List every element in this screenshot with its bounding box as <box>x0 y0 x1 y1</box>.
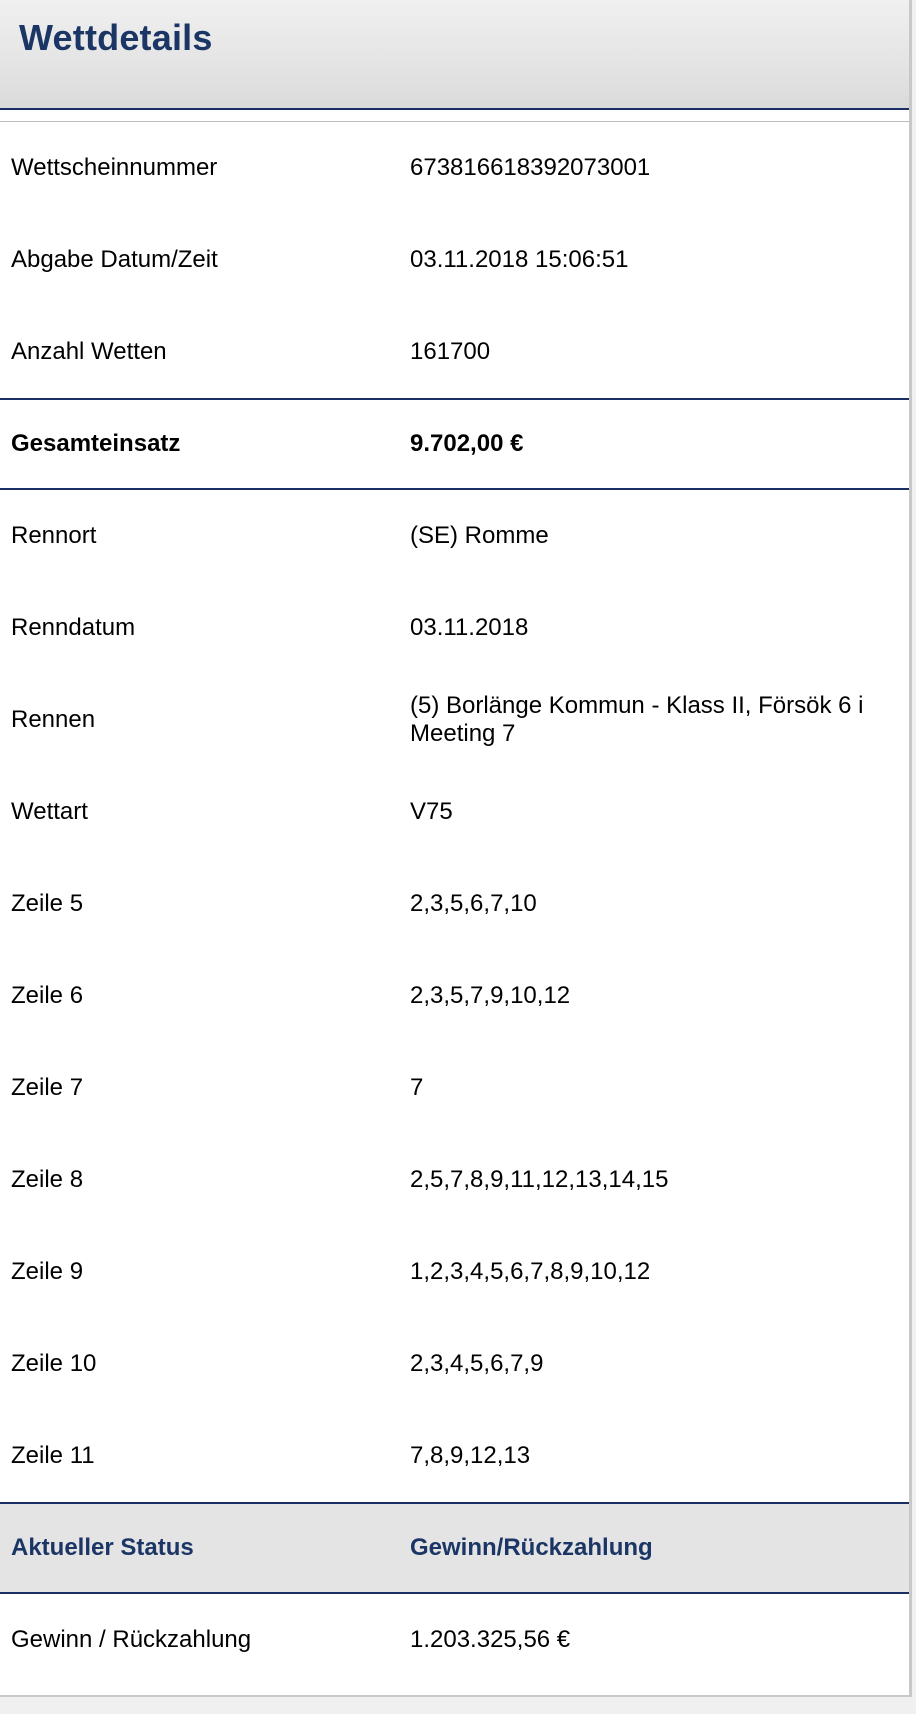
detail-row-line-7 <box>0 1042 909 1134</box>
detail-row-submission-date <box>0 214 909 306</box>
detail-label: Zeile 8 <box>11 1166 84 1193</box>
status-value: Gewinn/Rückzahlung <box>410 1534 653 1561</box>
detail-label: Zeile 5 <box>11 890 84 917</box>
detail-row-ticket-number <box>0 122 909 214</box>
detail-row-line-6 <box>0 950 909 1042</box>
status-header-row <box>0 1502 909 1594</box>
detail-label: Rennort <box>11 522 97 549</box>
detail-label: Abgabe Datum/Zeit <box>11 246 218 273</box>
detail-label: Wettart <box>11 798 88 825</box>
page-header <box>0 0 909 110</box>
detail-row-race-date <box>0 582 909 674</box>
detail-label: Wettscheinnummer <box>11 154 218 181</box>
detail-row-line-8 <box>0 1134 909 1226</box>
detail-label: Zeile 10 <box>11 1350 97 1377</box>
detail-label: Zeile 9 <box>11 1258 84 1285</box>
detail-label: Renndatum <box>11 614 136 641</box>
detail-value: 03.11.2018 15:06:51 <box>410 246 629 273</box>
page-title: Wettdetails <box>19 17 213 58</box>
detail-value: 7 <box>410 1074 424 1101</box>
payout-value: 1.203.325,56 € <box>410 1626 571 1653</box>
header-spacer <box>0 110 909 122</box>
detail-value: 7,8,9,12,13 <box>410 1442 531 1469</box>
status-label: Aktueller Status <box>11 1534 194 1561</box>
detail-value: V75 <box>410 798 453 825</box>
detail-row-line-11 <box>0 1410 909 1502</box>
total-stake-value: 9.702,00 € <box>410 430 524 457</box>
payout-label: Gewinn / Rückzahlung <box>11 1626 252 1653</box>
detail-value: 03.11.2018 <box>410 614 529 641</box>
detail-row-race <box>0 674 909 766</box>
detail-label: Rennen <box>11 706 96 733</box>
total-stake-label: Gesamteinsatz <box>11 430 181 457</box>
detail-value: 1,2,3,4,5,6,7,8,9,10,12 <box>410 1258 651 1285</box>
details-table <box>0 122 909 1686</box>
detail-row-total-stake <box>0 398 909 490</box>
detail-value: 2,3,5,7,9,10,12 <box>410 982 571 1009</box>
detail-label: Zeile 6 <box>11 982 84 1009</box>
detail-value: 161700 <box>410 338 491 365</box>
detail-value: 2,5,7,8,9,11,12,13,14,15 <box>410 1166 669 1193</box>
detail-row-venue <box>0 490 909 582</box>
detail-label: Zeile 11 <box>11 1442 95 1469</box>
detail-row-bet-type <box>0 766 909 858</box>
detail-row-line-10 <box>0 1318 909 1410</box>
detail-value: (5) Borlänge Kommun - Klass II, Försök 6 i Meeting 7 <box>410 692 864 747</box>
detail-row-payout <box>0 1594 909 1686</box>
detail-label: Zeile 7 <box>11 1074 84 1101</box>
detail-value: (SE) Romme <box>410 522 549 549</box>
detail-value: 2,3,5,6,7,10 <box>410 890 537 917</box>
detail-row-line-9 <box>0 1226 909 1318</box>
detail-row-line-5 <box>0 858 909 950</box>
detail-row-bet-count <box>0 306 909 398</box>
detail-value: 2,3,4,5,6,7,9 <box>410 1350 544 1377</box>
detail-value: 673816618392073001 <box>410 154 651 181</box>
detail-label: Anzahl Wetten <box>11 338 167 365</box>
